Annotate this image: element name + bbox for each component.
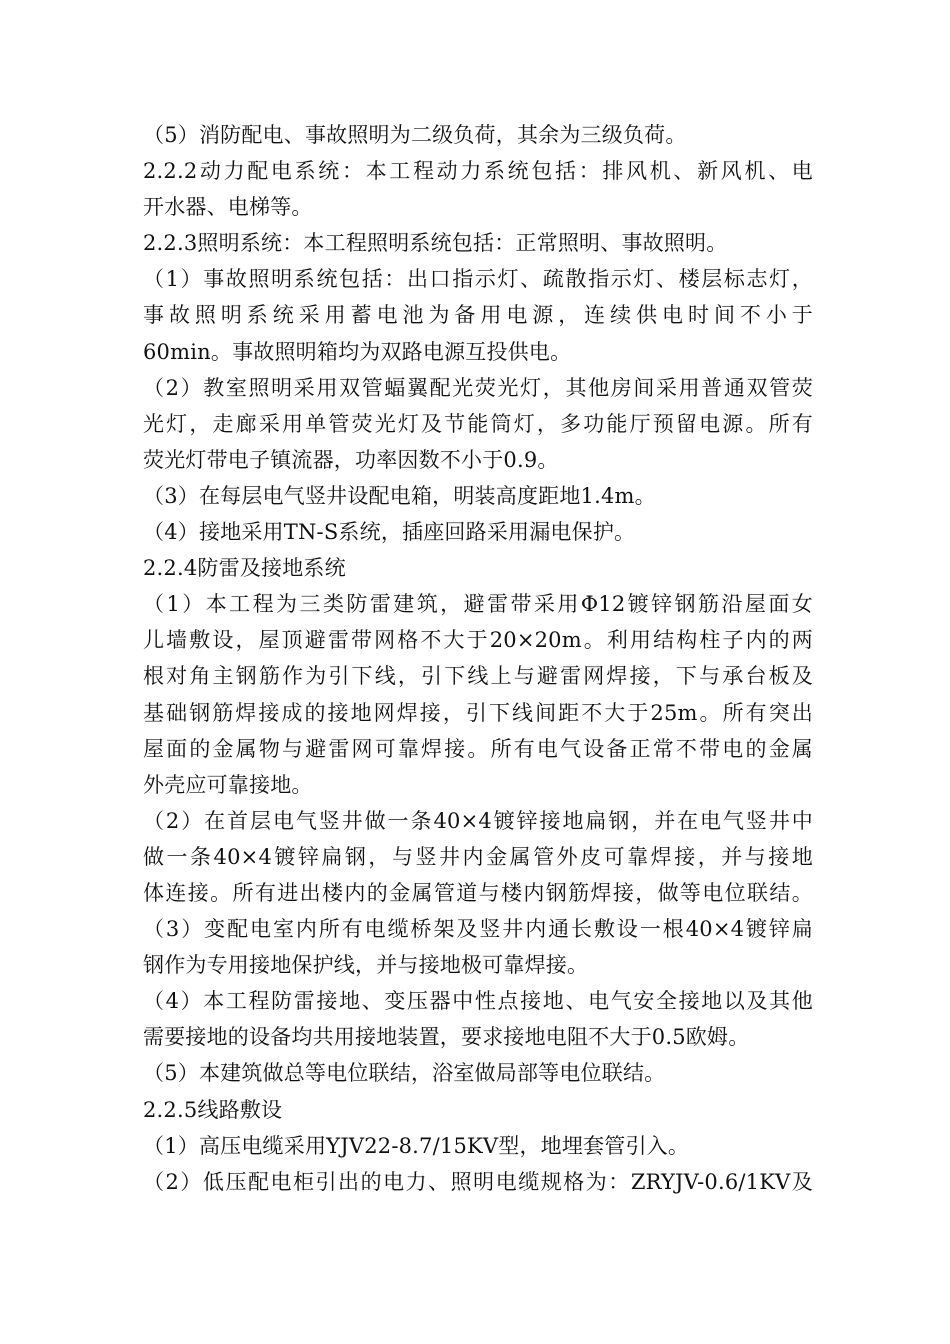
text-line: 60min。事故照明箱均为双路电源互投供电。 bbox=[143, 339, 572, 364]
text-line: 体连接。所有进出楼内的金属管道与楼内钢筋焊接，做等电位联结。 bbox=[143, 880, 813, 905]
text-line: 荧光灯带电子镇流器，功率因数不小于0.9。 bbox=[143, 447, 559, 472]
text-line: 根对角主钢筋作为引下线，引下线上与避雷网焊接，下与承台板及 bbox=[143, 664, 813, 689]
text-line: 2.2.2动力配电系统：本工程动力系统包括：排风机、新风机、电 bbox=[143, 159, 813, 184]
text-line: （5）本建筑做总等电位联结，浴室做局部等电位联结。 bbox=[143, 1061, 666, 1086]
text-line: 事故照明系统采用蓄电池为备用电源，连续供电时间不小于 bbox=[143, 303, 813, 328]
text-line: （2）低压配电柜引出的电力、照明电缆规格为：ZRYJV-0.6/1KV及 bbox=[143, 1169, 813, 1194]
text-line: 做一条40×4镀锌扁钢，与竖井内金属管外皮可靠焊接，并与接地 bbox=[143, 844, 813, 869]
text-line: （5）消防配电、事故照明为二级负荷，其余为三级负荷。 bbox=[143, 123, 687, 147]
text-line: （2）教室照明采用双管蝠翼配光荧光灯，其他房间采用普通双管荧 bbox=[143, 375, 813, 400]
text-line: 外壳应可靠接地。 bbox=[143, 772, 313, 797]
section-heading: 2.2.4防雷及接地系统 bbox=[143, 556, 346, 581]
text-line: 需要接地的设备均共用接地装置，要求接地电阻不大于0.5欧姆。 bbox=[143, 1025, 750, 1050]
text-line: （3）在每层电气竖井设配电箱，明装高度距地1.4m。 bbox=[143, 483, 656, 508]
text-line: （3）变配电室内所有电缆桥架及竖井内通长敷设一根40×4镀锌扁 bbox=[143, 917, 813, 942]
text-line: 光灯，走廊采用单管荧光灯及节能筒灯，多功能厅预留电源。所有 bbox=[143, 411, 813, 436]
text-line: 屋面的金属物与避雷网可靠焊接。所有电气设备正常不带电的金属 bbox=[143, 736, 813, 761]
text-line: （1）高压电缆采用YJV22-8.7/15KV型，地埋套管引入。 bbox=[143, 1133, 690, 1158]
text-line: （4）本工程防雷接地、变压器中性点接地、电气安全接地以及其他 bbox=[143, 989, 813, 1014]
document-body bbox=[143, 117, 813, 1200]
text-line: 钢作为专用接地保护线，并与接地极可靠焊接。 bbox=[143, 953, 589, 978]
text-line: 开水器、电梯等。 bbox=[143, 195, 313, 220]
text-line: 2.2.3照明系统：本工程照明系统包括：正常照明、事故照明。 bbox=[143, 231, 728, 256]
text-line: （2）在首层电气竖井做一条40×4镀锌接地扁钢，并在电气竖井中 bbox=[143, 808, 813, 833]
text-line: （1）事故照明系统包括：出口指示灯、疏散指示灯、楼层标志灯， bbox=[143, 267, 813, 292]
text-line: （1）本工程为三类防雷建筑，避雷带采用Φ12镀锌钢筋沿屋面女 bbox=[143, 592, 813, 617]
text-line: 儿墙敷设，屋顶避雷带网格不大于20×20m。利用结构柱子内的两 bbox=[143, 628, 813, 653]
text-line: （4）接地采用TN-S系统，插座回路采用漏电保护。 bbox=[143, 520, 636, 545]
section-heading: 2.2.5线路敷设 bbox=[143, 1097, 283, 1122]
text-line: 基础钢筋焊接成的接地网焊接，引下线间距不大于25m。所有突出 bbox=[143, 700, 813, 725]
